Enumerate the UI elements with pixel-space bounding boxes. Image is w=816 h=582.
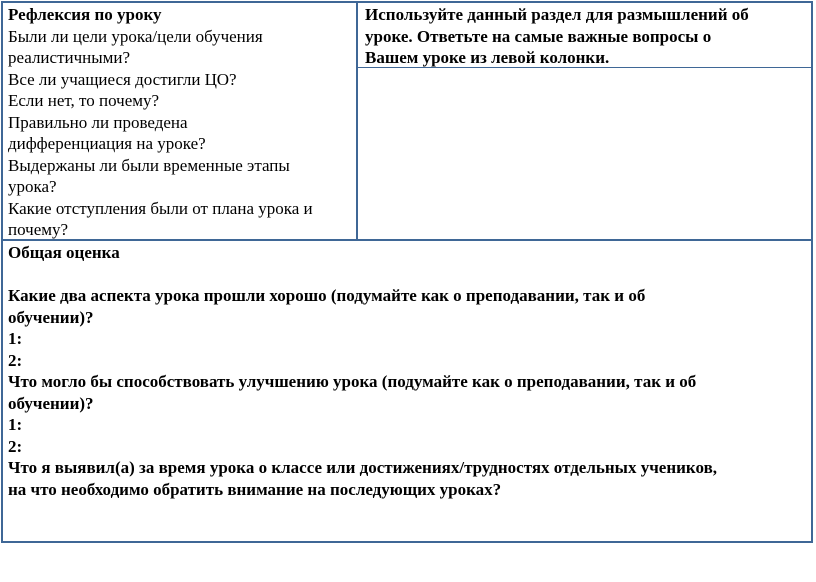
question-text: обучении)? [8,393,94,413]
question-line: Если нет, то почему? [8,91,160,110]
question-line: дифференциация на уроке? [8,134,206,153]
question-line: Какие отступления были от плана урока и [8,198,313,218]
question-line: Были ли цели урока/цели обучения [8,26,263,46]
overall-assessment-cell [8,242,808,500]
instruction-line: уроке. Ответьте на самые важные вопросы о [365,26,712,46]
question-line: Выдержаны ли были временные этапы [8,155,290,175]
instruction-line: Используйте данный раздел для размышлений об [365,5,749,24]
answer-number: 1: [8,329,23,348]
question-text: Какие два аспекта урока прошли хорошо (подумайте как о преподавании, так и об [8,286,646,305]
question-text: на что необходимо обратить внимание на последующих уроках? [8,479,502,499]
reflection-heading: Рефлексия по уроку [8,5,162,24]
column-divider [356,1,358,239]
question-line: реалистичными? [8,48,131,67]
answer-number: 2: [8,436,23,456]
instruction-line: Вашем уроке из левой колонки. [365,48,610,67]
question-line: Правильно ли проведена [8,112,188,132]
question-line: Все ли учащиеся достигли ЦО? [8,69,237,89]
reflection-questions-cell [8,4,350,241]
question-text: Что я выявил(а) за время урока о классе или достижениях/трудностях отдельных учеников, [8,458,717,477]
question-text: обучении)? [8,307,94,327]
answer-number: 2: [8,350,23,370]
question-line: урока? [8,177,57,196]
instructions-cell [365,4,805,69]
answer-number: 1: [8,415,23,434]
overall-assessment-title: Общая оценка [8,243,120,262]
question-text: Что могло бы способствовать улучшению урока (подумайте как о преподавании, так и об [8,372,697,391]
blank-line [8,264,808,286]
question-line: почему? [8,220,69,239]
